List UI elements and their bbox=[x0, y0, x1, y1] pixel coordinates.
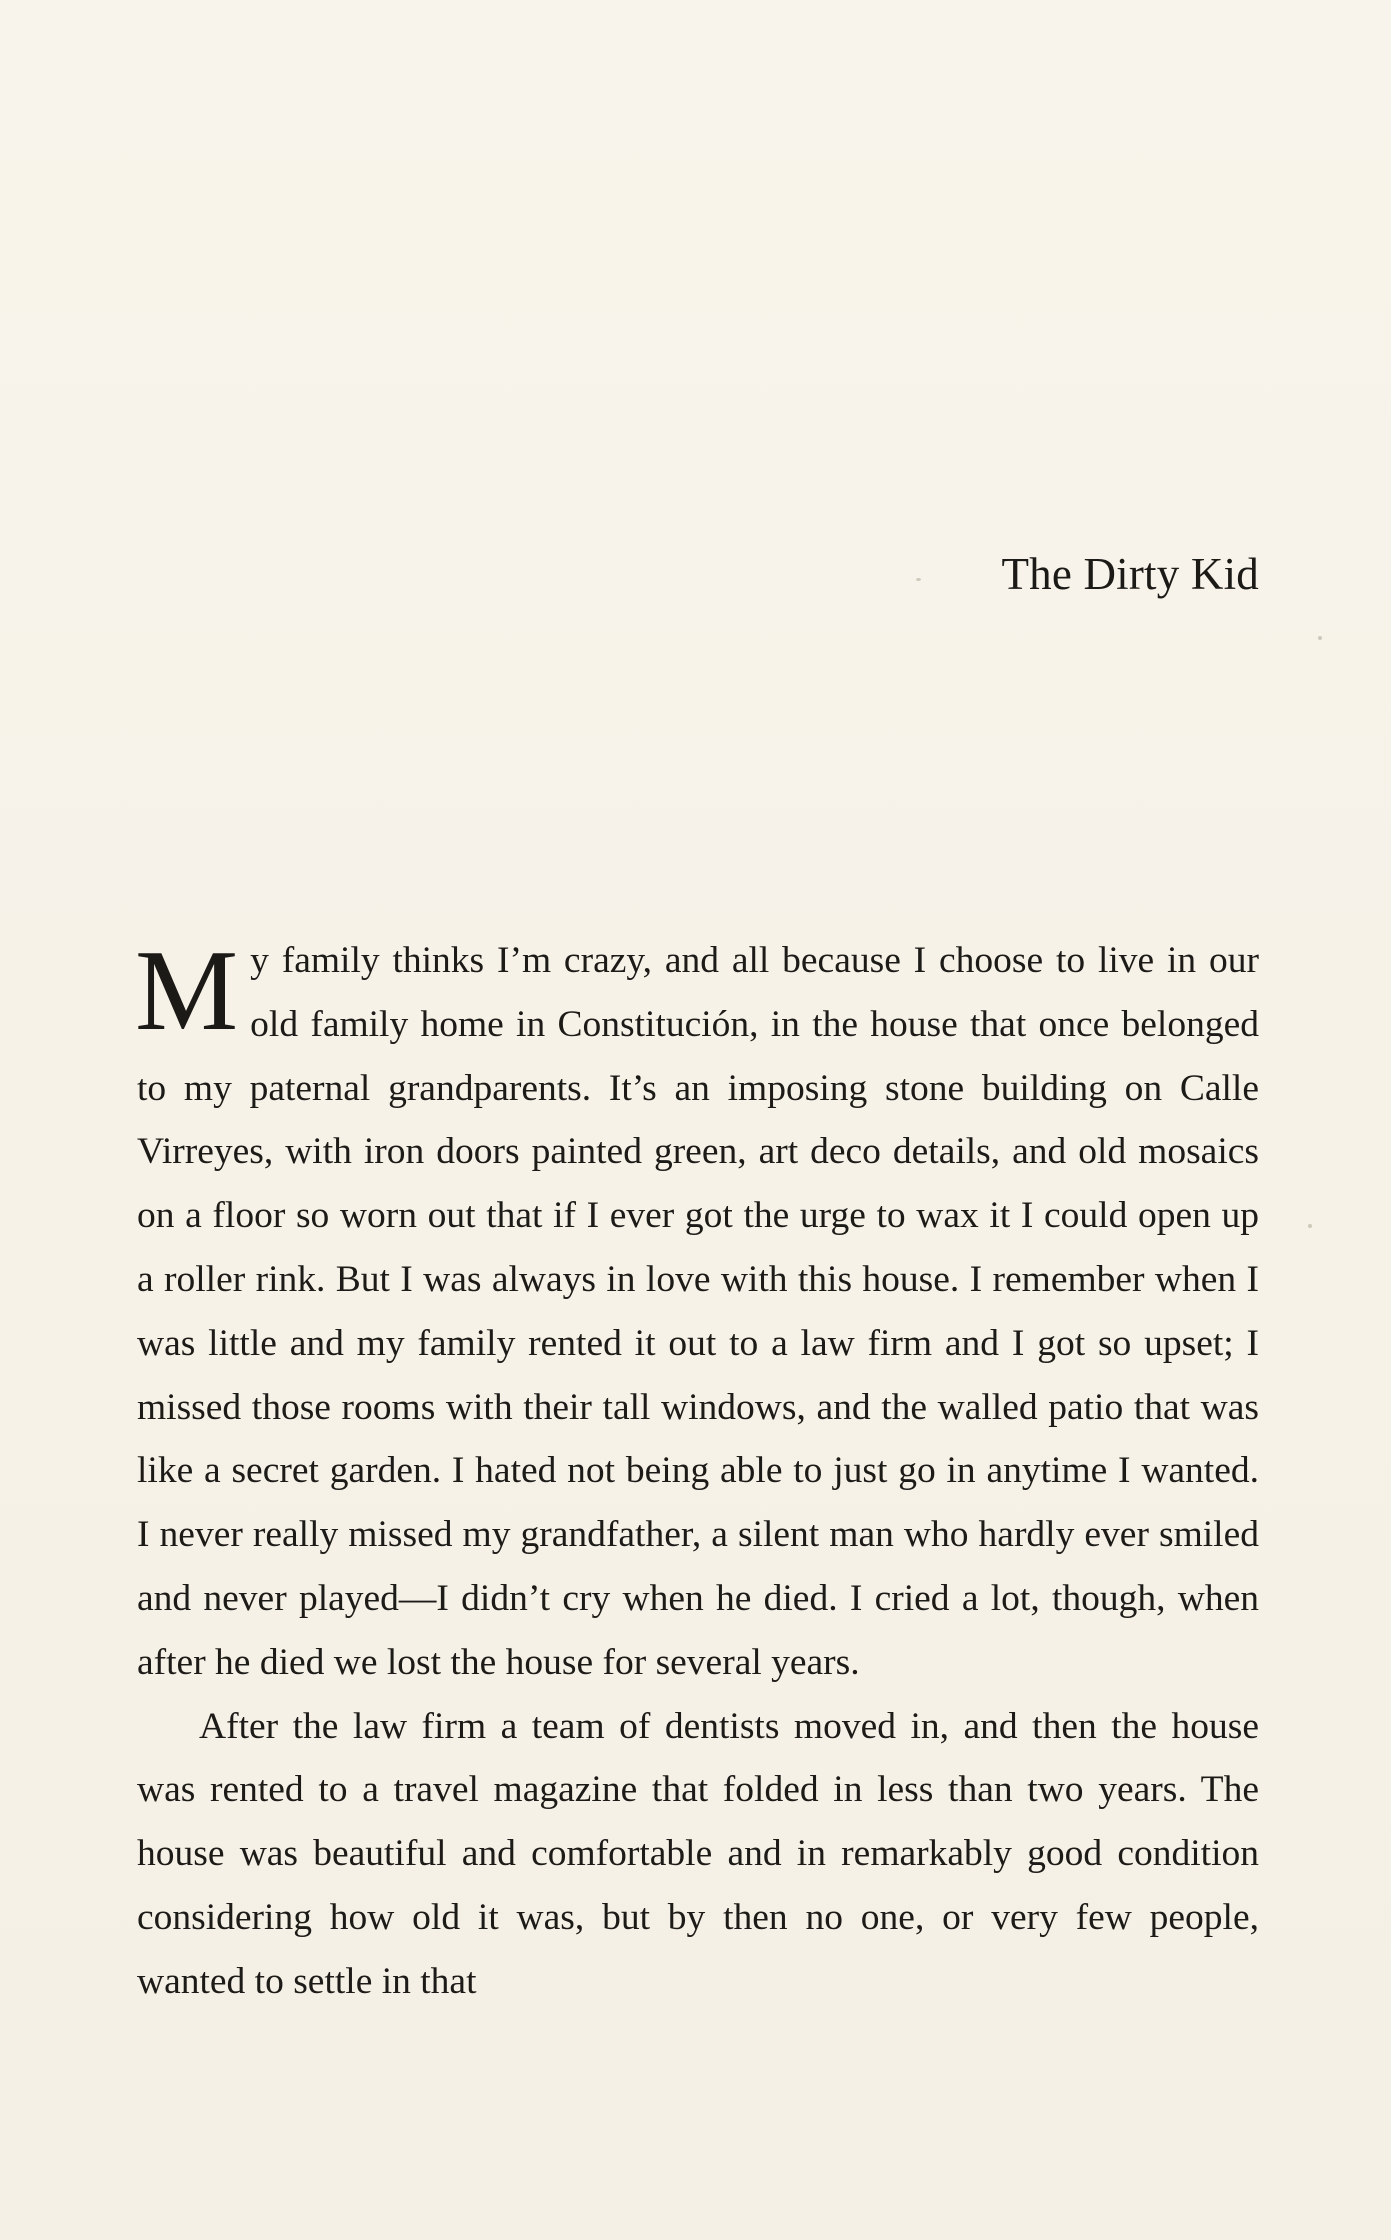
paper-speck bbox=[916, 578, 921, 581]
paper-speck bbox=[1318, 636, 1322, 640]
chapter-title: The Dirty Kid bbox=[1001, 549, 1259, 599]
body-text bbox=[137, 929, 1259, 2014]
paragraph-1-text: y family thinks I’m crazy, and all because I choose to live in our old family home in Constitución, in the house that once belonged to my paternal grandparents. It’s an imposing stone building on Calle Virreyes, with iron doors painted green, art deco details, and old mosaics on a floor so worn out that if I ever got the urge to wax it I could open up a roller rink. But I was always in love with this house. I remember when I was little and my family rented it out to a law firm and I got so upset; I missed those rooms with their tall windows, and the walled patio that was like a secret garden. I hated not being able to just go in anytime I wanted. I never really missed my grandfather, a silent man who hardly ever smiled and never played—I didn’t cry when he died. I cried a lot, though, when after he died we lost the house for several years. bbox=[137, 940, 1259, 1683]
drop-cap: M bbox=[135, 927, 239, 1055]
paragraph-2: After the law firm a team of dentists moved in, and then the house was rented to a travel magazine that folded in less than two years. The house was beautiful and comfortable and in remarkably good condition considering how old it was, but by then no one, or very few people, wanted to settle in that bbox=[137, 1705, 1259, 2002]
paper-speck bbox=[1308, 1224, 1312, 1228]
paragraph-1 bbox=[137, 929, 1259, 1695]
